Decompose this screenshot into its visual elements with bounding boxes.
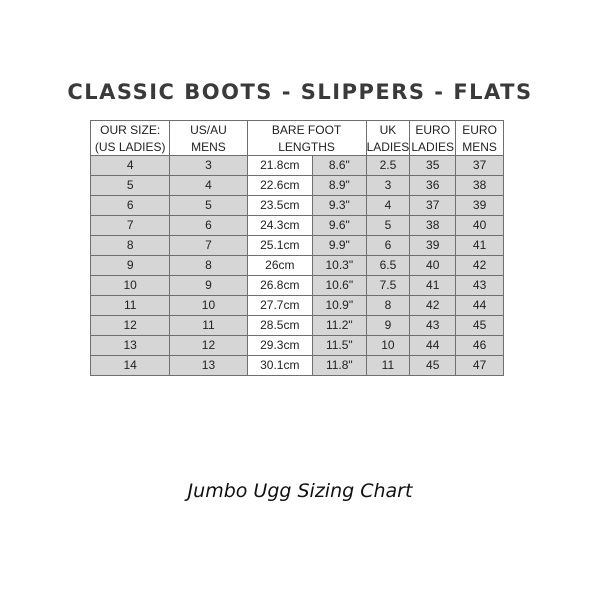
cell-our-size: 13 bbox=[91, 336, 170, 356]
cell-our-size: 9 bbox=[91, 256, 170, 276]
cell-our-size: 11 bbox=[91, 296, 170, 316]
header-euro-ladies-line1: EURO bbox=[410, 121, 456, 139]
table-row bbox=[91, 216, 504, 236]
header-uk-line2: LADIES bbox=[366, 139, 410, 154]
cell-uk-ladies: 5 bbox=[366, 216, 410, 236]
cell-uk-ladies: 6.5 bbox=[366, 256, 410, 276]
table-row bbox=[91, 196, 504, 216]
cell-uk-ladies: 11 bbox=[366, 356, 410, 376]
cell-bare-foot-inch: 10.9" bbox=[313, 296, 367, 316]
header-bare-foot-line1: BARE FOOT bbox=[247, 121, 366, 139]
cell-bare-foot-cm: 28.5cm bbox=[247, 316, 313, 336]
header-euro-mens-line2: MENS bbox=[456, 138, 504, 156]
cell-euro-ladies: 44 bbox=[410, 336, 456, 356]
cell-euro-ladies: 40 bbox=[410, 256, 456, 276]
cell-euro-mens: 43 bbox=[456, 276, 504, 296]
cell-euro-ladies: 37 bbox=[410, 196, 456, 216]
cell-our-size: 6 bbox=[91, 196, 170, 216]
cell-uk-ladies: 10 bbox=[366, 336, 410, 356]
cell-us-au-mens: 3 bbox=[170, 156, 247, 176]
cell-us-au-mens: 5 bbox=[170, 196, 247, 216]
cell-bare-foot-cm: 26cm bbox=[247, 256, 313, 276]
table-row bbox=[91, 176, 504, 196]
cell-euro-mens: 40 bbox=[456, 216, 504, 236]
cell-euro-ladies: 38 bbox=[410, 216, 456, 236]
cell-bare-foot-cm: 24.3cm bbox=[247, 216, 313, 236]
cell-bare-foot-inch: 11.8" bbox=[313, 356, 367, 376]
cell-bare-foot-inch: 9.6" bbox=[313, 216, 367, 236]
chart-title: CLASSIC BOOTS - SLIPPERS - FLATS bbox=[67, 80, 533, 104]
cell-bare-foot-inch: 8.9" bbox=[313, 176, 367, 196]
cell-bare-foot-cm: 23.5cm bbox=[247, 196, 313, 216]
cell-us-au-mens: 4 bbox=[170, 176, 247, 196]
cell-us-au-mens: 10 bbox=[170, 296, 247, 316]
cell-euro-mens: 44 bbox=[456, 296, 504, 316]
cell-euro-mens: 37 bbox=[456, 156, 504, 176]
cell-our-size: 12 bbox=[91, 316, 170, 336]
cell-us-au-mens: 13 bbox=[170, 356, 247, 376]
cell-us-au-mens: 6 bbox=[170, 216, 247, 236]
cell-euro-mens: 45 bbox=[456, 316, 504, 336]
cell-uk-ladies: 9 bbox=[366, 316, 410, 336]
table-body bbox=[91, 156, 504, 376]
cell-us-au-mens: 11 bbox=[170, 316, 247, 336]
cell-euro-ladies: 43 bbox=[410, 316, 456, 336]
cell-euro-ladies: 41 bbox=[410, 276, 456, 296]
header-uk-line1: UK bbox=[366, 121, 410, 139]
cell-bare-foot-cm: 25.1cm bbox=[247, 236, 313, 256]
table-row bbox=[91, 156, 504, 176]
header-euro-mens-line1: EURO bbox=[456, 121, 504, 139]
cell-euro-mens: 42 bbox=[456, 256, 504, 276]
cell-us-au-mens: 7 bbox=[170, 236, 247, 256]
cell-euro-ladies: 45 bbox=[410, 356, 456, 376]
header-our-size-line1: OUR SIZE: bbox=[91, 121, 170, 139]
table-row bbox=[91, 256, 504, 276]
table-row bbox=[91, 336, 504, 356]
cell-us-au-mens: 9 bbox=[170, 276, 247, 296]
header-euro-ladies-line2: LADIES bbox=[411, 139, 455, 154]
cell-uk-ladies: 6 bbox=[366, 236, 410, 256]
cell-our-size: 4 bbox=[91, 156, 170, 176]
header-us-au-line1: US/AU bbox=[170, 121, 247, 139]
cell-bare-foot-inch: 9.3" bbox=[313, 196, 367, 216]
header-bare-foot-line2: LENGTHS bbox=[247, 138, 366, 156]
cell-euro-ladies: 36 bbox=[410, 176, 456, 196]
table-row bbox=[91, 316, 504, 336]
cell-us-au-mens: 12 bbox=[170, 336, 247, 356]
table-row bbox=[91, 236, 504, 256]
cell-bare-foot-inch: 11.2" bbox=[313, 316, 367, 336]
cell-uk-ladies: 8 bbox=[366, 296, 410, 316]
header-our-size-line2: (US LADIES) bbox=[91, 138, 170, 156]
cell-bare-foot-inch: 10.6" bbox=[313, 276, 367, 296]
cell-bare-foot-inch: 11.5" bbox=[313, 336, 367, 356]
cell-our-size: 7 bbox=[91, 216, 170, 236]
table-row bbox=[91, 296, 504, 316]
cell-euro-mens: 46 bbox=[456, 336, 504, 356]
cell-our-size: 10 bbox=[91, 276, 170, 296]
table-row bbox=[91, 276, 504, 296]
cell-bare-foot-cm: 27.7cm bbox=[247, 296, 313, 316]
cell-euro-mens: 41 bbox=[456, 236, 504, 256]
cell-our-size: 8 bbox=[91, 236, 170, 256]
cell-bare-foot-cm: 29.3cm bbox=[247, 336, 313, 356]
cell-bare-foot-cm: 30.1cm bbox=[247, 356, 313, 376]
header-us-au-line2: MENS bbox=[170, 138, 247, 156]
cell-bare-foot-inch: 8.6" bbox=[313, 156, 367, 176]
cell-euro-ladies: 42 bbox=[410, 296, 456, 316]
table-header bbox=[91, 121, 504, 156]
cell-bare-foot-inch: 9.9" bbox=[313, 236, 367, 256]
cell-euro-mens: 39 bbox=[456, 196, 504, 216]
cell-our-size: 5 bbox=[91, 176, 170, 196]
cell-euro-ladies: 39 bbox=[410, 236, 456, 256]
cell-bare-foot-inch: 10.3" bbox=[313, 256, 367, 276]
cell-uk-ladies: 7.5 bbox=[366, 276, 410, 296]
cell-euro-mens: 47 bbox=[456, 356, 504, 376]
cell-uk-ladies: 4 bbox=[366, 196, 410, 216]
chart-caption: Jumbo Ugg Sizing Chart bbox=[187, 480, 413, 502]
cell-bare-foot-cm: 22.6cm bbox=[247, 176, 313, 196]
cell-bare-foot-cm: 26.8cm bbox=[247, 276, 313, 296]
table-row bbox=[91, 356, 504, 376]
cell-bare-foot-cm: 21.8cm bbox=[247, 156, 313, 176]
cell-euro-ladies: 35 bbox=[410, 156, 456, 176]
size-table bbox=[90, 120, 504, 376]
cell-our-size: 14 bbox=[91, 356, 170, 376]
cell-uk-ladies: 2.5 bbox=[366, 156, 410, 176]
cell-us-au-mens: 8 bbox=[170, 256, 247, 276]
cell-uk-ladies: 3 bbox=[366, 176, 410, 196]
cell-euro-mens: 38 bbox=[456, 176, 504, 196]
